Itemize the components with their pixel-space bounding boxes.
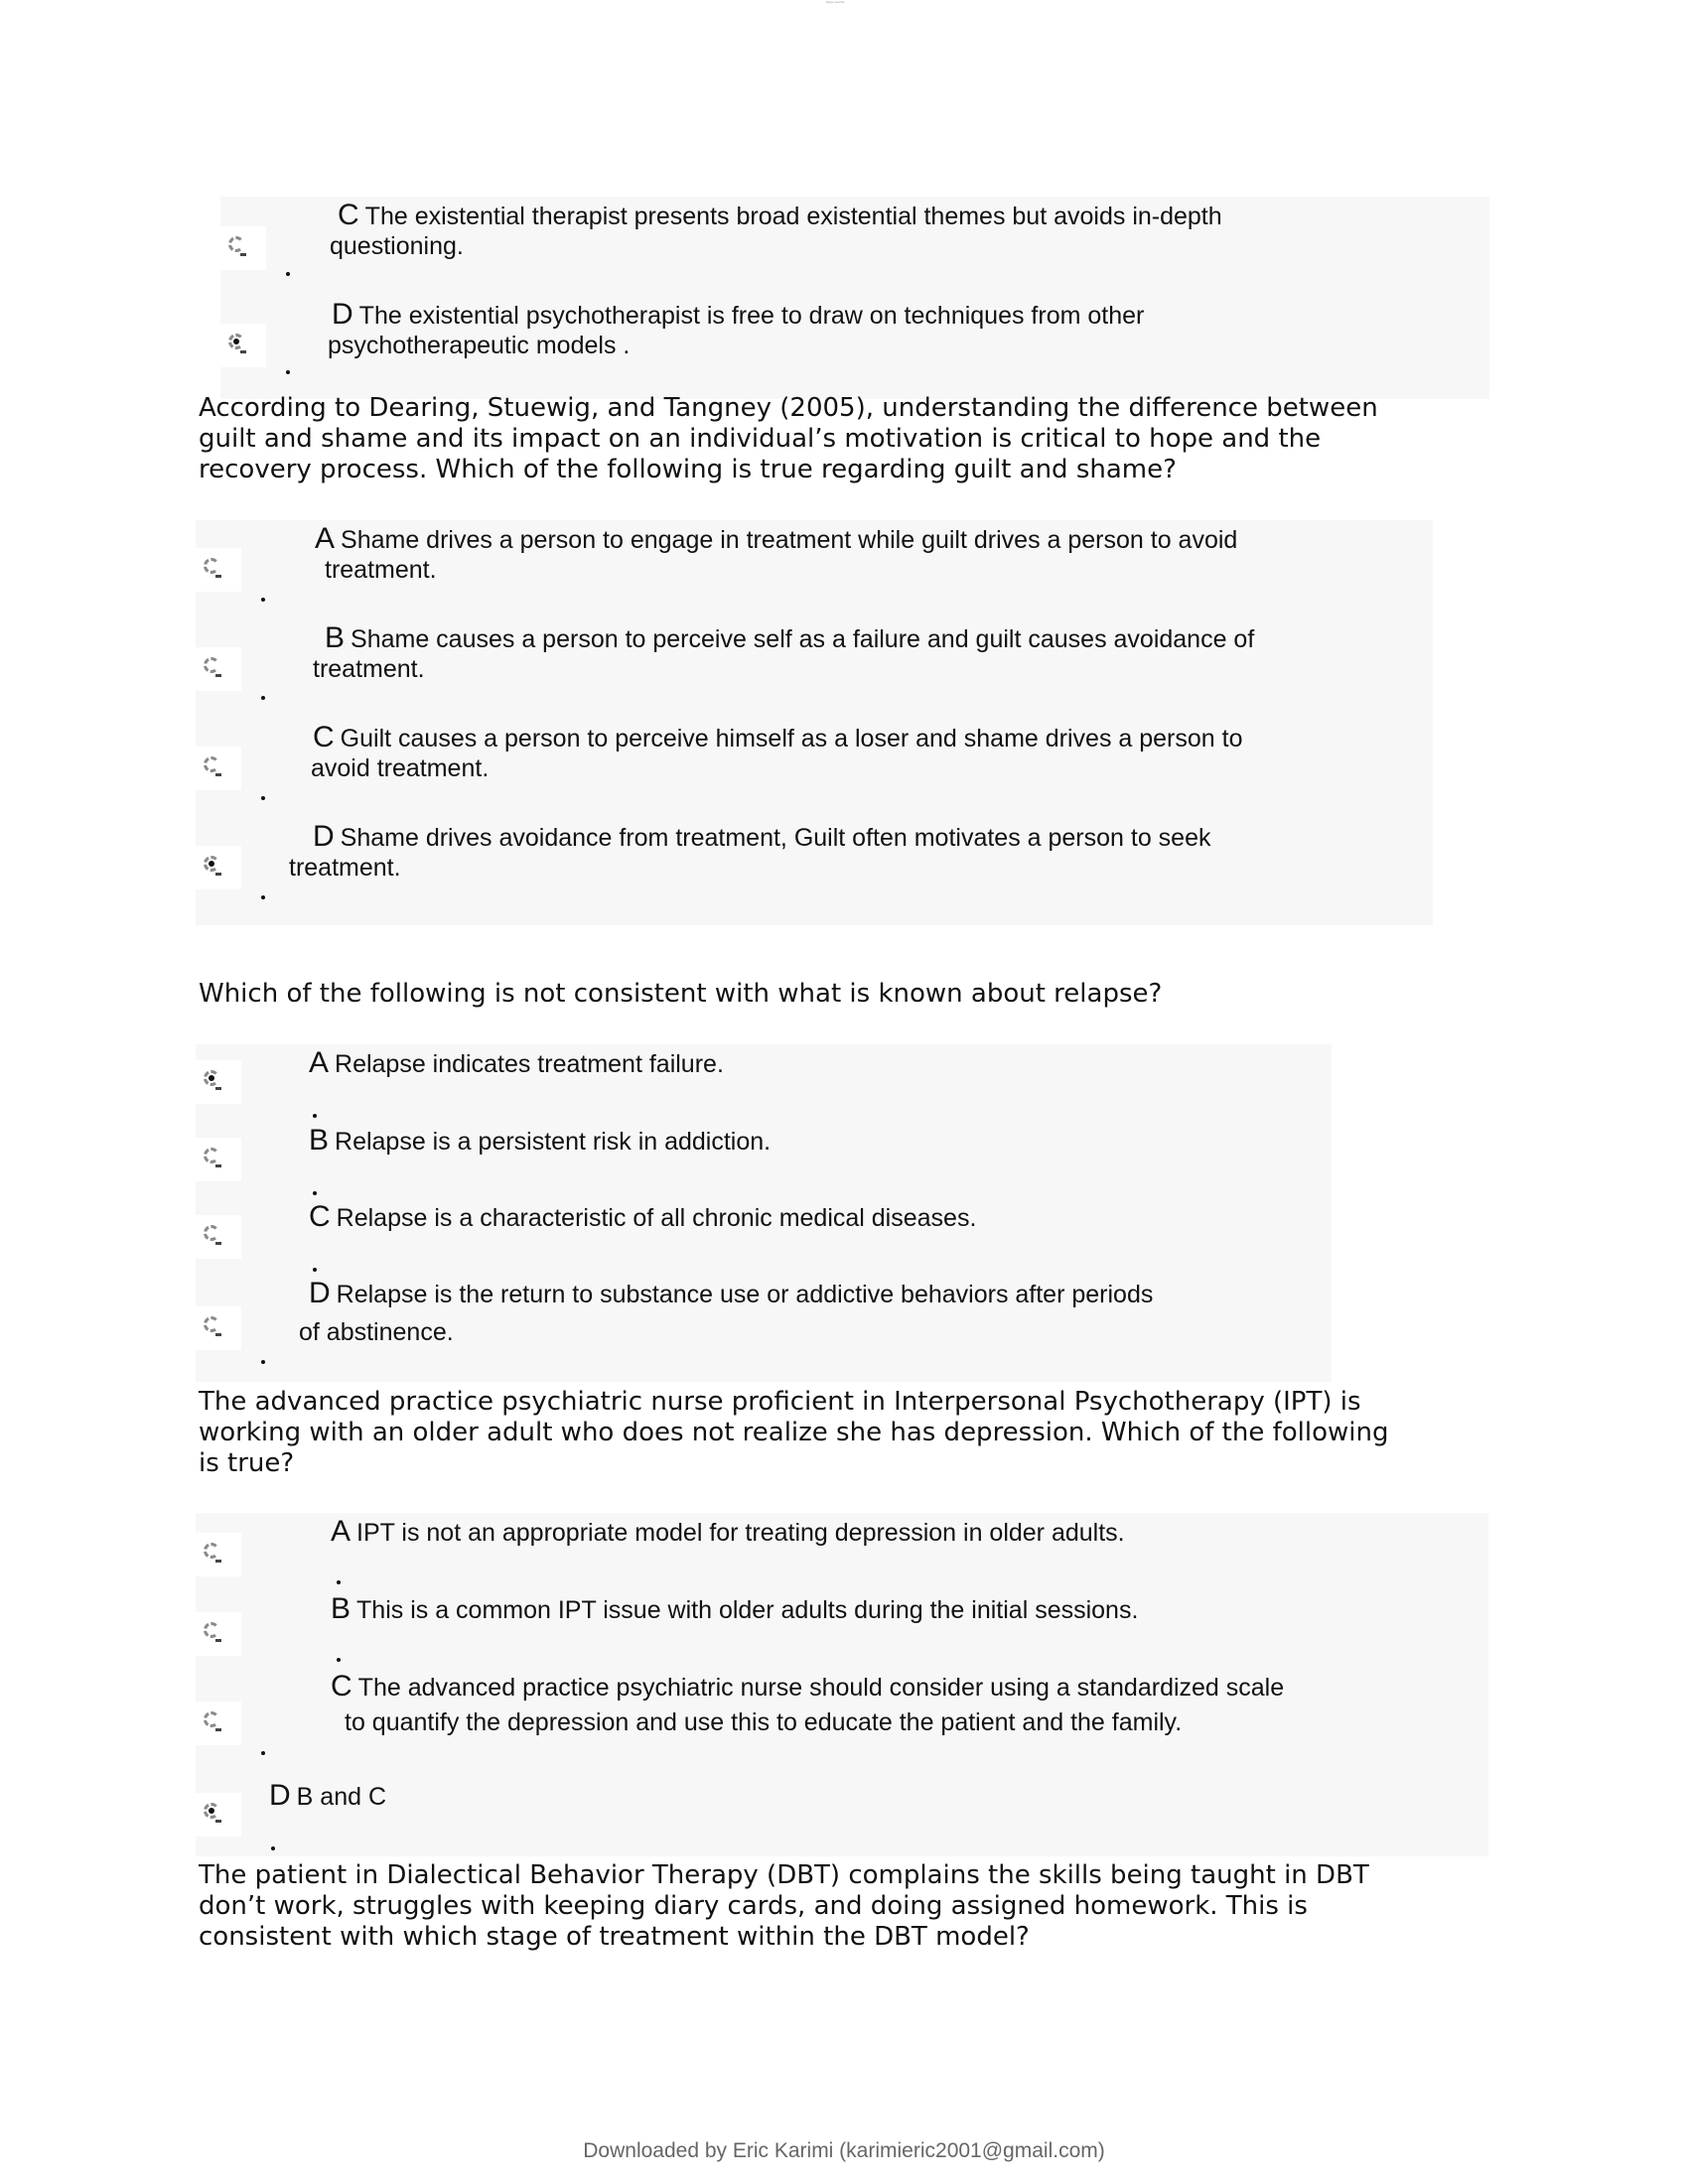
option-guilt-c-line2: avoid treatment. — [311, 754, 490, 782]
radio-relapse-a[interactable] — [196, 1060, 241, 1104]
question-guilt-line2: guilt and shame and its impact on an individual’s motivation is critical to hope and the — [199, 424, 1322, 454]
answer-block-relapse — [196, 1044, 1332, 1382]
option-guilt-a-line1: A Shame drives a person to engage in treatment while guilt drives a person to avoid — [315, 522, 1238, 555]
radio-prev-c[interactable] — [220, 226, 266, 270]
option-ipt-a: A IPT is not an appropriate model for treating depression in older adults. — [331, 1515, 1125, 1548]
option-guilt-a-line2: treatment. — [325, 556, 437, 584]
option-guilt-b-line2: treatment. — [313, 655, 425, 683]
radio-guilt-b[interactable] — [196, 647, 241, 691]
question-dbt-line2: don’t work, struggles with keeping diary cards, and doing assigned homework. This is — [199, 1891, 1308, 1921]
question-ipt-line2: working with an older adult who does not realize she has depression. Which of the following — [199, 1418, 1389, 1447]
radio-prev-d[interactable] — [220, 324, 266, 367]
option-guilt-d-line1: D Shame drives avoidance from treatment, Guilt often motivates a person to seek — [313, 820, 1211, 853]
question-ipt-line3: is true? — [199, 1448, 295, 1478]
download-footer: Downloaded by Eric Karimi (karimieric2001@gmail.com) — [583, 2139, 1105, 2162]
option-ipt-b: B This is a common IPT issue with older adults during the initial sessions. — [331, 1592, 1139, 1625]
option-relapse-b: B Relapse is a persistent risk in addiction. — [309, 1124, 772, 1157]
radio-ipt-c[interactable] — [196, 1702, 241, 1745]
option-prev-d-line1: D The existential psychotherapist is free to draw on techniques from other — [332, 298, 1145, 331]
radio-guilt-c[interactable] — [196, 747, 241, 790]
radio-ipt-b[interactable] — [196, 1612, 241, 1656]
question-guilt-line3: recovery process. Which of the following is true regarding guilt and shame? — [199, 455, 1177, 484]
option-relapse-a: A Relapse indicates treatment failure. — [309, 1046, 724, 1079]
question-relapse: Which of the following is not consistent with what is known about relapse? — [199, 979, 1163, 1009]
question-dbt-line3: consistent with which stage of treatment within the DBT model? — [199, 1922, 1030, 1952]
answer-block-guilt — [196, 520, 1433, 925]
option-guilt-d-line2: treatment. — [289, 854, 401, 882]
question-ipt-line1: The advanced practice psychiatric nurse proficient in Interpersonal Psychotherapy (IPT) is — [199, 1387, 1361, 1417]
answer-block-ipt — [196, 1513, 1488, 1856]
option-ipt-d: D B and C — [269, 1779, 387, 1812]
option-ipt-c-line2: to quantify the depression and use this to educate the patient and the family. — [345, 1708, 1183, 1736]
option-guilt-b-line1: B Shame causes a person to perceive self as a failure and guilt causes avoidance of — [325, 621, 1255, 654]
option-relapse-d-line1: D Relapse is the return to substance use or addictive behaviors after periods — [309, 1277, 1154, 1309]
option-prev-c-line2: questioning. — [330, 232, 464, 260]
option-guilt-c-line1: C Guilt causes a person to perceive himself as a loser and shame drives a person to — [313, 721, 1243, 753]
answer-block-prev — [220, 197, 1489, 399]
option-prev-c-line1: C The existential therapist presents broad existential themes but avoids in-depth — [338, 199, 1222, 231]
radio-guilt-d[interactable] — [196, 846, 241, 889]
radio-ipt-d[interactable] — [196, 1793, 241, 1837]
radio-guilt-a[interactable] — [196, 548, 241, 592]
option-prev-d-line2: psychotherapeutic models . — [328, 332, 631, 359]
radio-relapse-b[interactable] — [196, 1138, 241, 1181]
radio-ipt-a[interactable] — [196, 1533, 241, 1576]
question-guilt-line1: According to Dearing, Stuewig, and Tangney (2005), understanding the difference between — [199, 393, 1378, 423]
option-relapse-d-line2: of abstinence. — [299, 1318, 454, 1346]
question-dbt-line1: The patient in Dialectical Behavior Therapy (DBT) complains the skills being taught in DBT — [199, 1860, 1369, 1890]
radio-relapse-d[interactable] — [196, 1306, 241, 1350]
radio-relapse-c[interactable] — [196, 1215, 241, 1259]
option-relapse-c: C Relapse is a characteristic of all chronic medical diseases. — [309, 1200, 977, 1233]
page-header-note: Page header — [826, 0, 845, 4]
option-ipt-c-line1: C The advanced practice psychiatric nurse should consider using a standardized scale — [331, 1670, 1285, 1703]
